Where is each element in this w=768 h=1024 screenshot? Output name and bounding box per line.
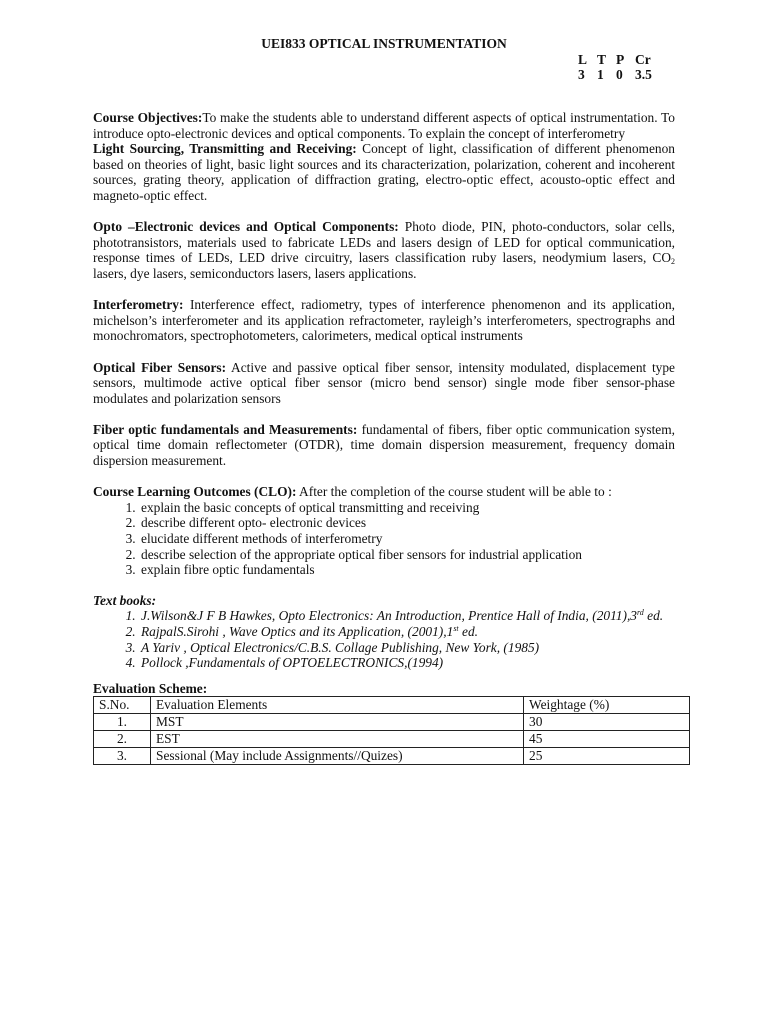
table-cell: 3. [94,748,151,765]
table-cell: MST [151,714,524,731]
clo-heading: Course Learning Outcomes (CLO): [93,484,297,500]
evaluation-table [93,696,690,765]
objectives-heading: Course Objectives: [93,110,203,125]
table-cell: EST [151,731,524,748]
clo-intro-text: After the completion of the course student will be able to : [296,484,612,500]
ltpc-header-p: P [616,52,625,67]
list-item: 4. Pollock ,Fundamentals of OPTOELECTRONICS,(1994) [139,655,675,671]
list-item: 2. describe selection of the appropriate optical fiber sensors for industrial application [139,547,675,563]
table-cell: 1. [94,714,151,731]
textbooks-heading: Text books: [93,592,157,608]
table-cell: Sessional (May include Assignments//Quizes) [151,748,524,765]
table-cell: 30 [524,714,690,731]
course-objectives [93,110,675,141]
ltpc-value-p: 0 [616,67,623,82]
ltpc-credits-block [578,52,665,82]
list-item: 3. explain fibre optic fundamentals [139,562,675,578]
table-cell: 25 [524,748,690,765]
ltpc-header-cr: Cr [635,52,651,67]
objectives-text: To make the students able to understand different aspects of optical instrumentation. To introduce opto-electronic devices and optical components. To explain the concept of interferometry [93,110,675,141]
table-row [94,748,690,765]
unit-heading: Optical Fiber Sensors: [93,359,227,375]
unit-text: Photo diode, PIN, photo-conductors, solar cells, phototransistors, materials used to fabricate LEDs and lasers design of LED for optical communication, response times of LEDs, LED drive circuitry, lasers classification ruby lasers, neodymium lasers, CO [93,219,676,266]
table-row [94,714,690,731]
superscript: rd [636,608,644,618]
unit-opto-electronic [93,219,675,281]
table-cell: 2. [94,731,151,748]
unit-text: Concept of light, classification of different phenomenon based on theories of light, basic light sources and its characterization, polarization, coherent and incoherent sources, grating theory, application of diffraction grating, electro-optic effect, acousto-optic effect and magneto-optic effect. [93,141,675,203]
unit-heading: Light Sourcing, Transmitting and Receiving: [93,141,357,157]
table-row [94,731,690,748]
table-header-cell: S.No. [94,697,151,714]
table-cell: 45 [524,731,690,748]
unit-heading: Interferometry: [93,297,184,313]
ltpc-value-t: 1 [597,67,604,82]
clo-list [93,500,675,578]
table-header-row [94,697,690,714]
ltpc-value-row [578,67,665,82]
list-item: 2. describe different opto- electronic devices [139,515,675,531]
unit-light-sourcing [93,141,675,203]
unit-optical-fiber-sensors [93,360,675,407]
clo-intro [93,484,675,500]
ltpc-value-l: 3 [578,67,585,82]
list-item: 3. elucidate different methods of interferometry [139,531,675,547]
unit-fiber-optic-fundamentals [93,422,675,469]
course-title: UEI833 OPTICAL INSTRUMENTATION [261,36,507,51]
textbooks-list [93,608,675,670]
ltpc-value-cr: 3.5 [635,67,652,82]
ltpc-header-row [578,52,665,67]
list-item: 1. explain the basic concepts of optical transmitting and receiving [139,500,675,516]
syllabus-content [93,110,675,765]
superscript: st [453,624,459,633]
list-item: 2. RajpalS.Sirohi , Wave Optics and its Application, (2001),1st ed. [139,624,675,640]
list-item: 3. A Yariv , Optical Electronics/C.B.S. Collage Publishing, New York, (1985) [139,640,675,656]
unit-interferometry [93,297,675,344]
unit-text-continued: lasers, dye lasers, semiconductors lasers, lasers applications. [93,265,417,281]
unit-heading: Opto –Electronic devices and Optical Components: [93,219,399,235]
list-item: 1. J.Wilson&J F B Hawkes, Opto Electronics: An Introduction, Prentice Hall of India, (2011),3rd ed. [139,608,675,624]
table-header-cell: Evaluation Elements [151,697,524,714]
unit-text: fundamental of fibers, fiber optic communication system, optical time domain reflectometer (OTDR), time domain dispersion measurement, frequency domain dispersion measurement. [93,421,676,469]
unit-text: Interference effect, radiometry, types of interference phenomenon and its application, michelson’s interferometer and its application refractometer, rayleigh’s interferometers, spectrographs and monochromators, spectrophotometers, calorimeters, medical optical instruments [93,297,675,344]
evaluation-heading: Evaluation Scheme: [93,680,208,696]
ltpc-header-l: L [578,52,588,67]
co2-subscript: 2 [671,257,675,267]
unit-heading: Fiber optic fundamentals and Measurements: [93,421,358,437]
unit-text: Active and passive optical fiber sensor, intensity modulated, displacement type sensors, multimode active optical fiber sensor (micro bend sensor) single mode fiber sensor-phase modulates and polarization sensors [93,359,676,406]
table-header-cell: Weightage (%) [524,697,690,714]
ltpc-header-t: T [597,52,607,67]
